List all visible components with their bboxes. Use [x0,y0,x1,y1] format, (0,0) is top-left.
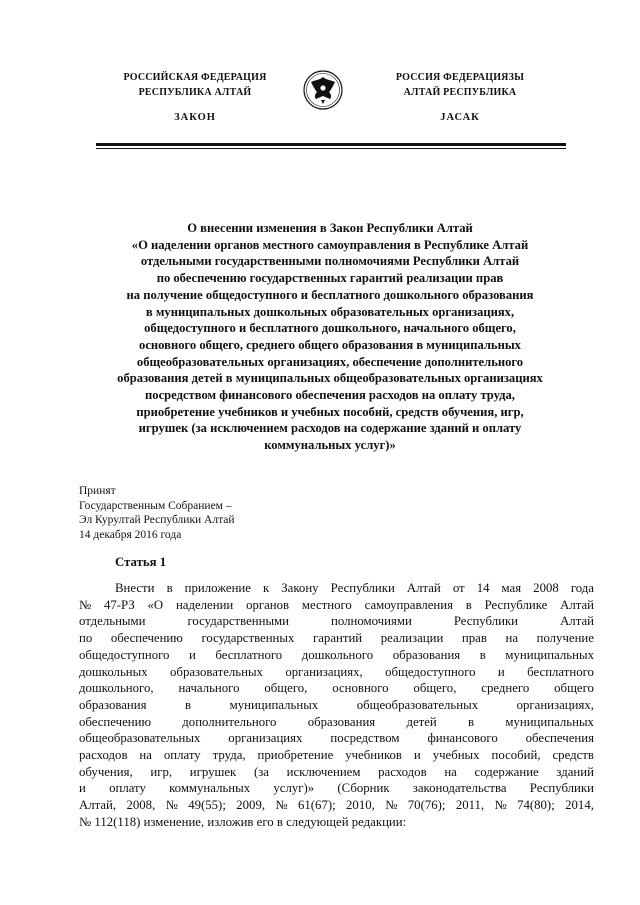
header-left-line2: РЕСПУБЛИКА АЛТАЙ [138,87,252,98]
adoption-line: Принят [79,485,116,497]
title-line: отдельными государственными полномочиями Республики Алтай [140,254,520,269]
title-line: О внесении изменения в Закон Республики Алтай [187,221,473,235]
title-line: коммунальных услуг)» [264,438,396,453]
body-line: обеспечению дополнительного образования детей в муниципальных [79,714,594,729]
body-line: Внести в приложение к Закону Республики Алтай от 14 мая 2008 года [115,581,594,595]
title-line: общеобразовательных организациях, обеспечение дополнительного [136,354,524,369]
body-line: расходов на оплату труда, приобретение учебников и учебных пособий, средств [79,748,594,763]
title-line: посредством финансового обеспечения расходов на оплату труда, [145,388,515,403]
article-body [79,580,594,831]
body-line: отдельными государственными полномочиями Республики Алтай [79,614,594,629]
body-line: по обеспечению государственных гарантий реализации прав на получение [79,631,594,646]
title-line: по обеспечению государственных гарантий реализации прав [156,271,504,286]
title-line: игрушек (за исключением расходов на содержание зданий и оплату [138,421,522,436]
header-left-law: ЗАКОН [174,112,216,123]
title-line: основного общего, среднего общего образования в муниципальных [139,337,521,352]
header-right-line2: АЛТАЙ РЕСПУБЛИКА [403,87,517,98]
body-line: дошкольных образовательных организациях, общедоступного и бесплатного [79,664,594,679]
adoption-line: Эл Курултай Республики Алтай [79,514,235,526]
adoption-note [79,484,235,542]
title-line: приобретение учебников и учебных пособий, средств обучения, игр, [136,404,524,419]
header-right-line1: РОССИЯ ФЕДЕРАЦИЯЗЫ [395,72,525,83]
adoption-line: Государственным Собранием – [79,499,232,512]
header-left-line1: РОССИЙСКАЯ ФЕДЕРАЦИЯ [123,72,267,83]
body-line: обучения, игр, игрушек (за исключением расходов на содержание зданий [79,764,594,779]
body-line: общедоступного и бесплатного дошкольного образования в муниципальных [79,647,594,662]
body-line: и оплату коммунальных услуг)» (Сборник законодательства Республики [79,781,594,796]
body-line: общеобразовательных организациях посредством финансового обеспечения [79,731,594,746]
body-line: образования в муниципальных общеобразовательных организациях, [79,697,594,712]
body-line: № 112(118) изменение, изложив его в следующей редакции: [79,814,407,829]
header-divider-thin [96,148,566,149]
article-heading: Статья 1 [115,555,167,569]
title-line: на получение общедоступного и бесплатного дошкольного образования [126,287,534,302]
adoption-line: 14 декабря 2016 года [79,528,182,541]
header-russian [100,70,290,125]
header-divider-thick [96,143,566,146]
header-right-law: JАСАК [440,112,480,123]
title-line: образования детей в муниципальных общеобразовательных организациях [117,371,543,386]
body-line: № 47-РЗ «О наделении органов местного самоуправления в Республике Алтай [79,597,594,612]
body-line: Алтай, 2008, № 49(55); 2009, № 61(67); 2010, № 70(76); 2011, № 74(80); 2014, [79,798,594,813]
body-line: дошкольного, начального общего, основного общего, среднего общего [79,681,594,696]
title-line: «О наделении органов местного самоуправления в Республике Алтай [131,237,529,252]
law-title [70,220,590,454]
title-line: общедоступного и бесплатного дошкольного, начального общего, [144,321,516,336]
document-header [0,70,640,146]
title-line: в муниципальных дошкольных образовательных организациях, [145,304,515,319]
header-altai [355,70,565,125]
coat-of-arms-emblem-icon [303,68,343,112]
